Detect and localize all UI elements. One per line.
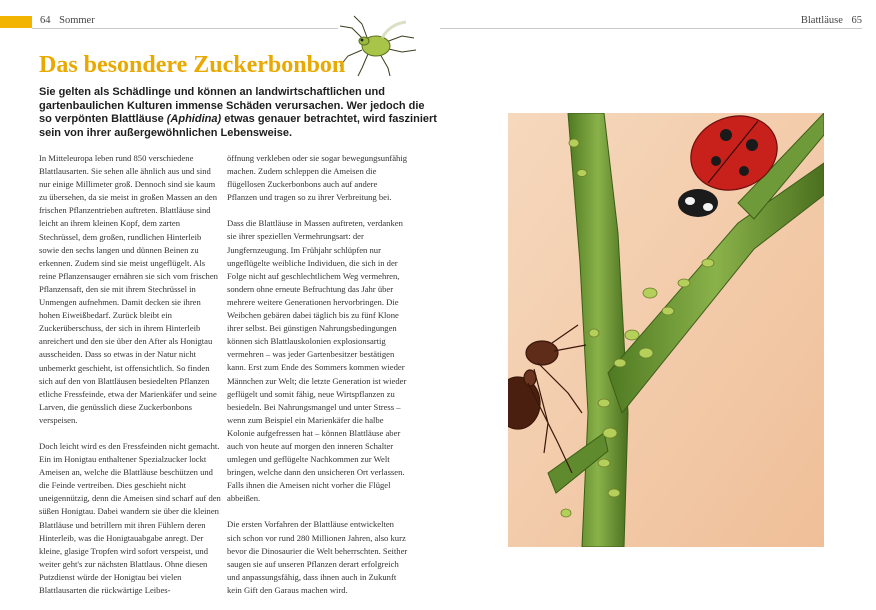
running-header-right [801, 15, 862, 26]
body-paragraph: Die ersten Vorfahren der Blattläuse entwickelten sich schon vor rund 280 Millionen Jahren, also kurz bevor die Dinosaurier die Welt beherrschten. Seither saugen sie auf unseren Pflanzen derart erfolgreich und anpassungsfähig, dass ihnen auch in Zukunft kein Gift den Garaus machen wird. [227, 519, 408, 595]
article-title: Das besondere Zuckerbonbon [39, 52, 346, 78]
header-rule-right [440, 28, 862, 29]
text-column-1 [39, 152, 221, 610]
body-paragraph: In Mitteleuropa leben rund 850 verschiedene Blattlausarten. Sie sehen alle ähnlich aus und sind nur einige Millimeter groß. Dennoch sind sie kaum zu übersehen, da sie meist in großen Massen an den frischen Pflanzentrieben auftreten. Blattläuse sind leicht an ihrem kleinen Kopf, dem zarten Stechrüssel, dem großen, rundlichen Hinterleib sowie den sechs langen und dünnen Beinen zu erkennen. Zudem sind sie meist ungeflügelt. Als reine Pflanzensauger ernähren sie sich vom frischen Pflanzensaft, den sie mit ihrem Stechrüssel in Unmengen aufnehmen. Damit decken sie ihren hohen Eiweißbedarf. Zurück bleibt ein Zuckerüberschuss, der sich in ihrem Hinterleib anreichert und den sie über den After als Honigtau ausscheiden. Dass so etwas in der Natur nicht unbemerkt geschieht, ist offensichtlich. So finden sich auf den von Blattläusen besiedelten Pflanzen etliche Fressfeinde, etwa der Marienkäfer und seine Larven, die genüsslich diese Zuckerbonbons verspeisen. [39, 153, 218, 425]
ladybird-ant-aphids-illustration [508, 113, 824, 547]
left-page-number: 64 [40, 15, 51, 26]
header-rule-left [32, 28, 338, 29]
lead-text-part2: etwas genauer betrachtet, wird fasziniert sein von ihrer außergewöhnlichen Lebensweise. [39, 113, 437, 139]
running-header-left [40, 15, 95, 26]
right-section-title: Blattläuse [800, 15, 843, 26]
body-paragraph: Doch leicht wird es den Fressfeinden nicht gemacht. Ein im Honigtau enthaltener Spezialzucker lockt Ameisen an, welche die Blattläuse beschützen und die Feinde vertreiben. Dies geschieht nicht uneigennützig, denn die Ameisen sind scharf auf den süßen Honigtau. Dabei wandern sie über die kleinen Blattläuse und betrillern mit ihren Fühlern deren Hinterleib, was die Honigtauabgabe anregt. Der kleine, glasige Tropfen wird sofort verspeist, und weiter geht's zur nächsten Blattlaus. Ohne diesen Putzdienst würde der Honigtau bei vielen Blattlausarten die rückwärtige Leibes- [39, 440, 221, 595]
article-lead [39, 86, 439, 140]
right-page-number: 65 [851, 15, 862, 26]
body-paragraph: Dass die Blattläuse in Massen auftreten, verdanken sie ihrer speziellen Vermehrungsart: der Jungfernzeugung. Im Frühjahr schlüpfen nur ungeflügelte weibliche Individuen, die sich in der Folge nicht auf geschlechtlichem Weg vermehren, sondern ohne erneute Befruchtung das Jahr über mehrere weitere Generationen hervorbringen. Die Weibchen gebären dabei täglich bis zu fünf Klone ihrer selbst. Bei günstigen Nahrungsbedingungen können sich Blattlauskolonien explosionsartig vermehren – was jeder Gartenbesitzer bestätigen kann. Erst zum Ende des Sommers kommen wieder Männchen zur Welt; die letzte Generation ist wieder geflügelt und somit fähig, neue Wirtspflanzen zu besiedeln. Bei Nahrungsmangel und unter Stress – wenn zum Beispiel ein Marienkäfer die halbe Kolonie aufgefressen hat – können Blattläuse aber auch von heute auf morgen den inneren Schalter umlegen und geflügelte Nachkommen zur Welt bringen, welche dann den unsicheren Ort verlassen. Falls ihnen die Ameisen nicht vorher die Flügel abbeißen. [227, 218, 407, 504]
text-column-2 [227, 152, 409, 610]
lead-text-part1: Sie gelten als Schädlinge und können an landwirtschaftlichen und gartenbaulichen Kulturen immense Schäden verursachen. Wer jedoch die so verpönten Blattläuse [39, 86, 425, 125]
header-accent-bar [0, 16, 32, 28]
left-section-title: Sommer [59, 15, 95, 26]
body-paragraph: öffnung verkleben oder sie sogar bewegungsunfähig machen. Zudem schleppen die Ameisen die flügellosen Zuckerbonbons auch auf andere Pflanzen und tragen so zu ihrer Verbreitung bei. [227, 153, 408, 203]
lead-latin-name: (Aphidina) [166, 113, 222, 125]
